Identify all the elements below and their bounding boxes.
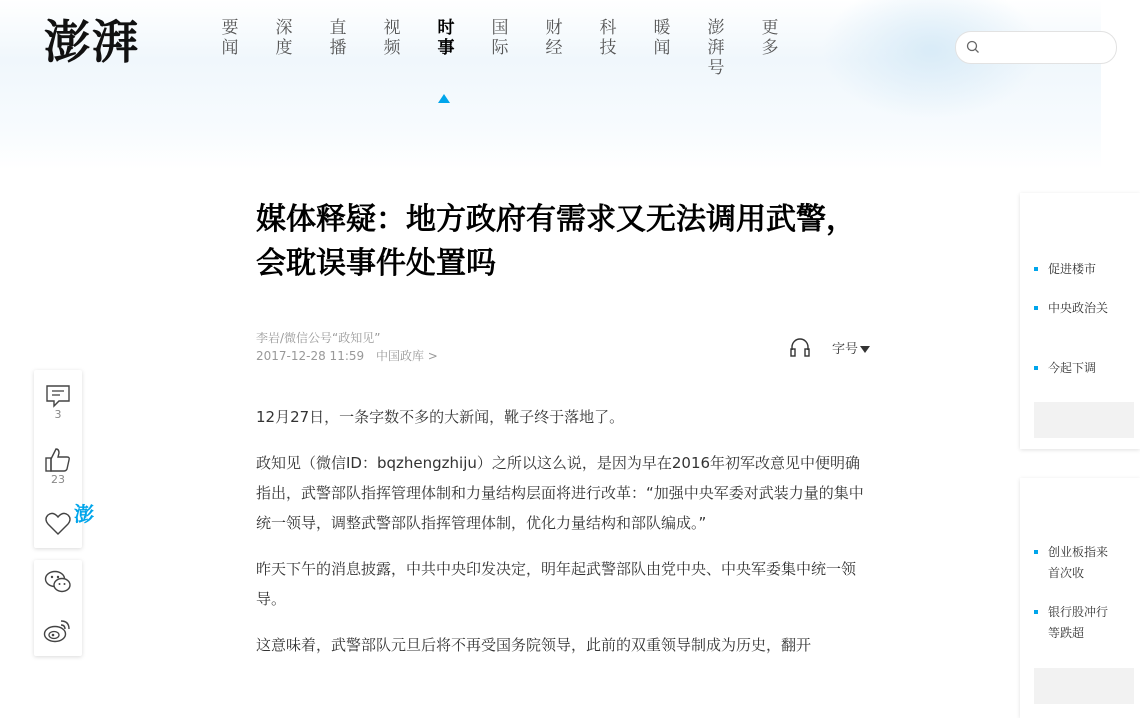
article-paragraph: 政知见（微信ID：bqzhengzhiju）之所以这么说，是因为早在2016年初军改意见中便明确指出，武警部队指挥管理体制和力量结构层面将进行改革：“加强中央军委对武装力量的集中统一领导，调整武警部队指挥管理体制，优化力量结构和部队编成。”: [256, 454, 864, 532]
sidebar-news-item[interactable]: 银行股冲行等跌超: [1048, 602, 1108, 644]
article-paragraph: 昨天下午的消息披露，中共中央印发决定，明年起武警部队由党中央、中央军委集中统一领导。: [256, 560, 857, 608]
thumbs-up-icon: [45, 447, 71, 473]
sidebar-news-item[interactable]: 今起下调: [1048, 358, 1108, 379]
font-size-toggle[interactable]: [832, 338, 870, 357]
nav-item-caijing[interactable]: 财经: [545, 18, 563, 58]
sidebar-news-item[interactable]: 促进楼市: [1048, 259, 1108, 280]
sidebar-card-finance: [1020, 478, 1140, 718]
site-logo[interactable]: 澎湃: [44, 15, 140, 69]
nav-item-guoji[interactable]: 国际: [491, 18, 509, 58]
nav-item-yaowen[interactable]: 要闻: [221, 18, 239, 58]
sidebar-card-hot: [1020, 193, 1140, 449]
like-button[interactable]: [34, 447, 82, 487]
article-body: [256, 402, 870, 676]
article-meta: [256, 347, 446, 364]
nav-item-shipin[interactable]: 视频: [383, 18, 401, 58]
search-icon[interactable]: [966, 40, 980, 54]
article-paragraph: 这意味着，武警部队元旦后将不再受国务院领导，此前的双重领导制成为历史，翻开: [256, 636, 812, 654]
comment-icon: [46, 384, 70, 408]
search-input[interactable]: [986, 36, 1110, 60]
sidebar-card-logo: 澎: [74, 502, 94, 526]
font-size-label: 字号: [832, 342, 859, 357]
article-source-link[interactable]: 中国政库 >: [375, 349, 438, 363]
nav-item-gengduo[interactable]: 更多: [761, 18, 779, 58]
article-datetime: 2017-12-28 11:59: [256, 349, 365, 363]
sidebar-news-item[interactable]: 中央政治关: [1048, 298, 1108, 319]
headphones-icon[interactable]: [789, 336, 811, 358]
nav-item-keji[interactable]: 科技: [599, 18, 617, 58]
comment-count: 3: [54, 408, 62, 421]
article-paragraph: 12月27日，一条字数不多的大新闻，靴子终于落地了。: [256, 408, 625, 426]
nav-item-zhibo[interactable]: 直播: [329, 18, 347, 58]
chevron-down-icon: [860, 346, 870, 353]
article-title: 媒体释疑：地方政府有需求又无法调用武警，会耽误事件处置吗: [256, 202, 856, 281]
nav-item-shishi[interactable]: 时事: [437, 18, 455, 58]
active-nav-indicator: [438, 94, 450, 103]
sidebar-news-item[interactable]: 创业板指来首次收: [1048, 542, 1108, 584]
nav-item-shendu[interactable]: 深度: [275, 18, 293, 58]
share-weibo-button[interactable]: [34, 618, 82, 644]
sidebar-more-button[interactable]: [1034, 402, 1134, 438]
nav-item-nuanwen[interactable]: 暖闻: [653, 18, 671, 58]
article-author: 李岩/微信公号“政知见”: [256, 331, 381, 345]
share-wechat-button[interactable]: [34, 570, 82, 594]
search-box[interactable]: [955, 31, 1117, 64]
sidebar-more-button[interactable]: [1034, 668, 1134, 704]
heart-icon: [45, 512, 71, 536]
weibo-icon: [43, 618, 73, 644]
wechat-icon: [44, 570, 72, 594]
nav-item-pengpaihao[interactable]: 澎湃号: [707, 18, 725, 78]
share-bar: [34, 560, 82, 656]
like-count: 23: [51, 473, 65, 486]
comment-button[interactable]: [34, 384, 82, 422]
